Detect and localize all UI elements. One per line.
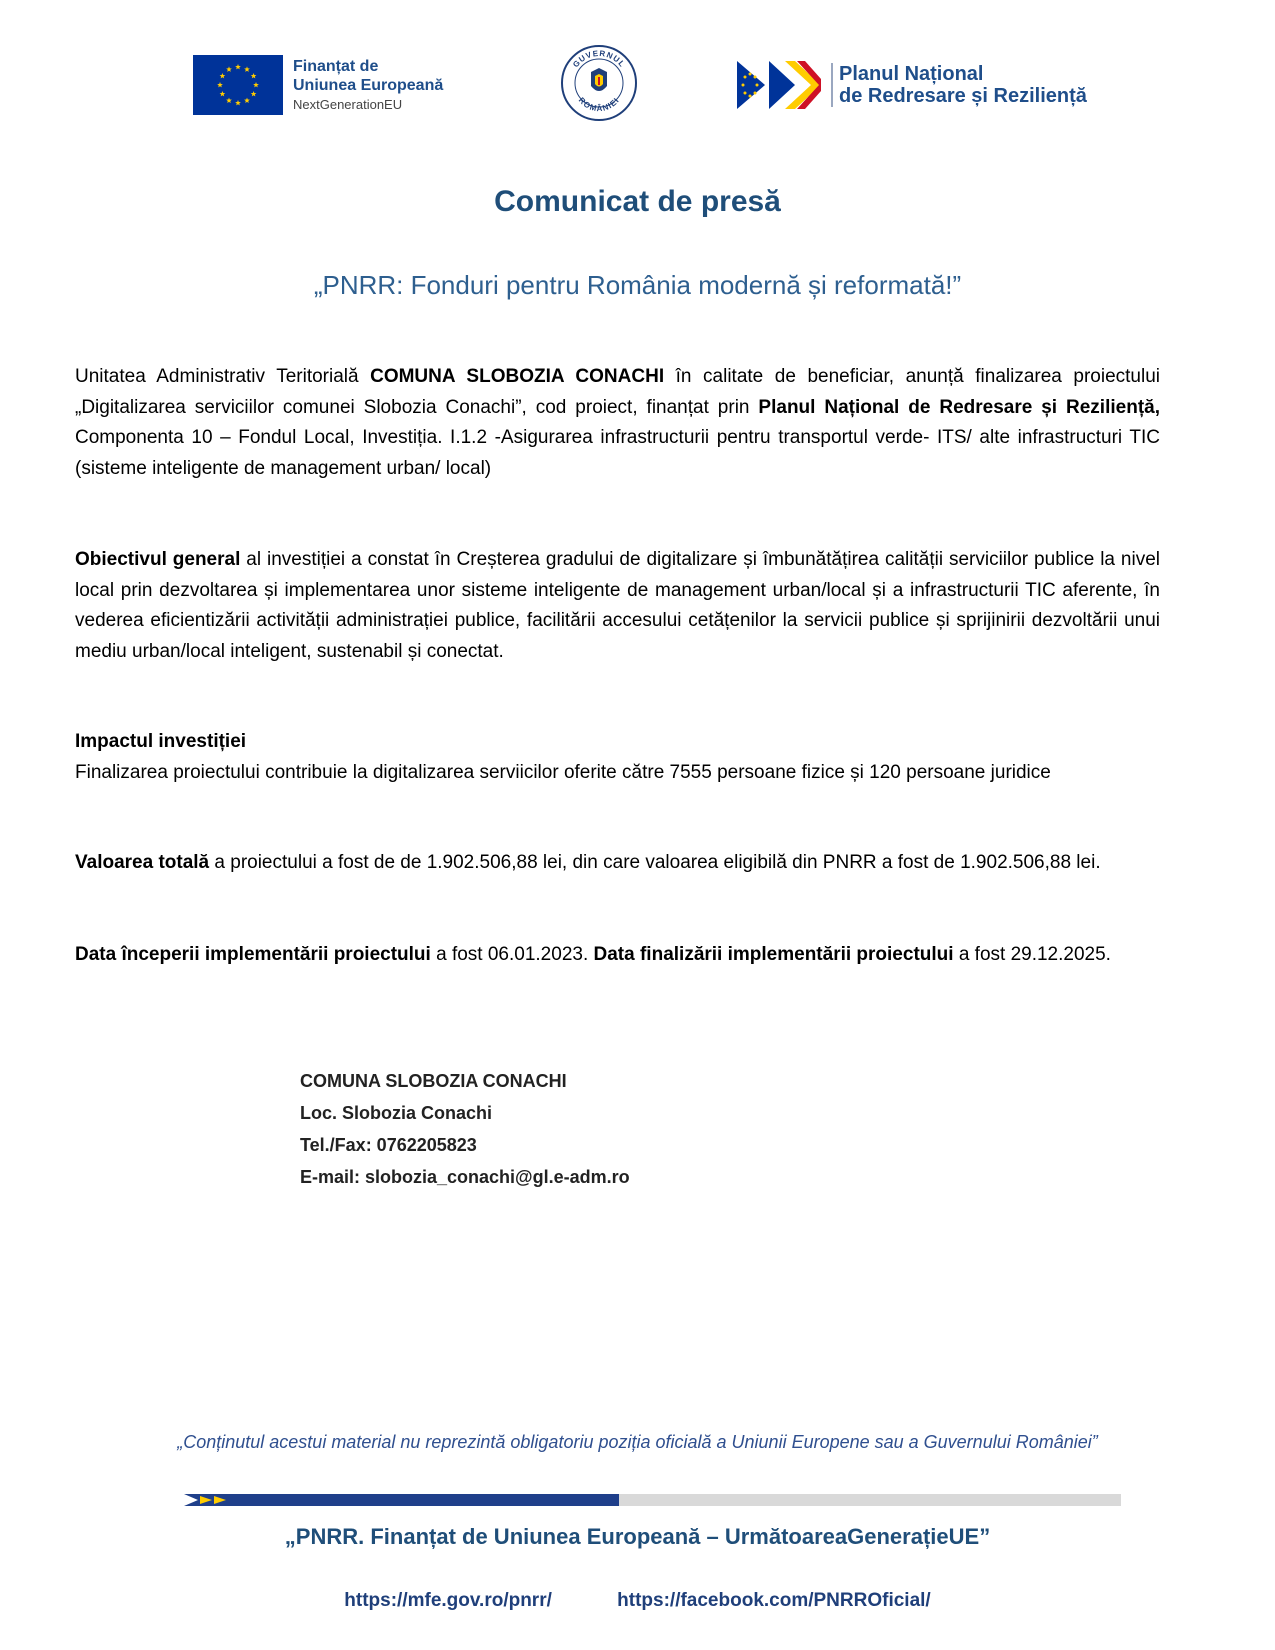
impact-text: Finalizarea proiectului contribuie la digitalizarea serviicilor oferite către 7555 persoane fizice și 120 persoane juridice	[75, 761, 1051, 783]
program-name: Planul Național de Redresare și Reziliență,	[758, 396, 1160, 418]
contact-email: E-mail: slobozia_conachi@gl.e-adm.ro	[300, 1167, 630, 1187]
page-title: Comunicat de presă	[494, 185, 781, 218]
value-paragraph	[75, 848, 1160, 879]
pnrr-logo-line1: Planul Național	[839, 63, 984, 85]
objective-paragraph	[75, 545, 1160, 667]
start-date-text: a fost 06.01.2023.	[430, 944, 594, 965]
mfe-link[interactable]: https://mfe.gov.ro/pnrr/	[344, 1590, 552, 1611]
contact-phone: Tel./Fax: 0762205823	[300, 1135, 477, 1155]
gov-seal-top-text: GUVERNUL	[571, 48, 627, 70]
eu-logo-line2: Uniunea Europeană	[293, 76, 444, 94]
start-date-label: Data începerii implementării proiectului	[75, 944, 431, 965]
beneficiary-name: COMUNA SLOBOZIA CONACHI	[370, 366, 665, 387]
eu-star-icon	[251, 91, 257, 96]
end-date-text: a fost 29.12.2025.	[953, 944, 1111, 965]
eu-star-icon	[226, 98, 232, 103]
pnrr-logo-line2: de Redresare și Reziliență	[839, 85, 1087, 107]
intro-paragraph	[75, 362, 1160, 484]
value-text: a proiectului a fost de de 1.902.506,88 lei, din care valoarea eligibilă din PNRR a fost de 1.902.506,88 lei.	[209, 852, 1101, 873]
eu-star-icon	[253, 82, 259, 87]
eu-star-icon	[244, 66, 250, 71]
eu-star-icon	[220, 73, 226, 78]
intro-text-2: în calitate de beneficiar, anunță finalizarea proiectului „Digitalizarea serviciilor comunei Slobozia Conachi”, cod proiect, finanțat prin	[75, 366, 1160, 418]
objective-text: al investiției a constat în Creșterea gradului de digitalizare și îmbunătățirea calității serviciilor publice la nivel local prin dezvoltarea și implementarea unor sisteme inteligente de management urban/local și a infrastructurii TIC aferente, în vederea eficientizării activității administrației publice, facilitării accesului cetățenilor la servicii publice și sprijinirii dezvoltării unui mediu urban/local inteligent, sustenabil și conectat.	[75, 549, 1160, 662]
footer-divider-bar	[184, 1493, 1121, 1505]
contact-locality: Loc. Slobozia Conachi	[300, 1103, 493, 1123]
value-label: Valoarea totală	[75, 852, 210, 873]
pnrr-arrows-icon	[735, 59, 825, 111]
footer-links	[0, 1590, 1275, 1612]
eu-logo-line3: NextGenerationEU	[293, 96, 403, 112]
page-subtitle: „PNRR: Fonduri pentru România modernă și reformată!”	[313, 270, 962, 300]
eu-star-icon	[226, 66, 232, 71]
eu-star-icon	[244, 98, 250, 103]
facebook-link[interactable]: https://facebook.com/PNRROficial/	[617, 1590, 931, 1611]
eu-star-icon	[220, 91, 226, 96]
eu-logo-line1: Finanțat de	[293, 57, 379, 75]
impact-heading: Impactul investiției	[75, 731, 247, 752]
eu-star-icon	[251, 73, 257, 78]
objective-label: Obiectivul general	[75, 549, 241, 570]
contact-block	[300, 1065, 630, 1193]
contact-name: COMUNA SLOBOZIA CONACHI	[300, 1071, 567, 1091]
dates-paragraph	[75, 940, 1160, 971]
government-seal-icon	[560, 44, 638, 122]
eu-funding-logo	[193, 55, 443, 115]
end-date-label: Data finalizării implementării proiectului	[593, 944, 954, 965]
impact-section	[75, 727, 1160, 788]
eu-star-icon	[235, 100, 241, 105]
intro-text-1: Unitatea Administrativ Teritorială	[75, 366, 371, 387]
disclaimer-text: „Conținutul acestui material nu reprezintă obligatoriu poziția oficială a Uniunii Europene sau a Guvernului României”	[177, 1432, 1098, 1452]
pnrr-logo	[735, 59, 1087, 111]
eu-star-icon	[235, 64, 241, 69]
footer-slogan: „PNRR. Finanțat de Uniunea Europeană – UrmătoareaGenerațieUE”	[284, 1524, 991, 1549]
gov-seal-bottom-text: ROMÂNIEI	[576, 95, 622, 114]
intro-text-3: Componenta 10 – Fondul Local, Investiția. I.1.2 -Asigurarea infrastructurii pentru transportul verde- ITS/ alte infrastructuri TIC (sisteme inteligente de management urban/ local)	[75, 427, 1160, 479]
eu-flag-icon	[193, 55, 283, 115]
eu-star-icon	[217, 82, 223, 87]
